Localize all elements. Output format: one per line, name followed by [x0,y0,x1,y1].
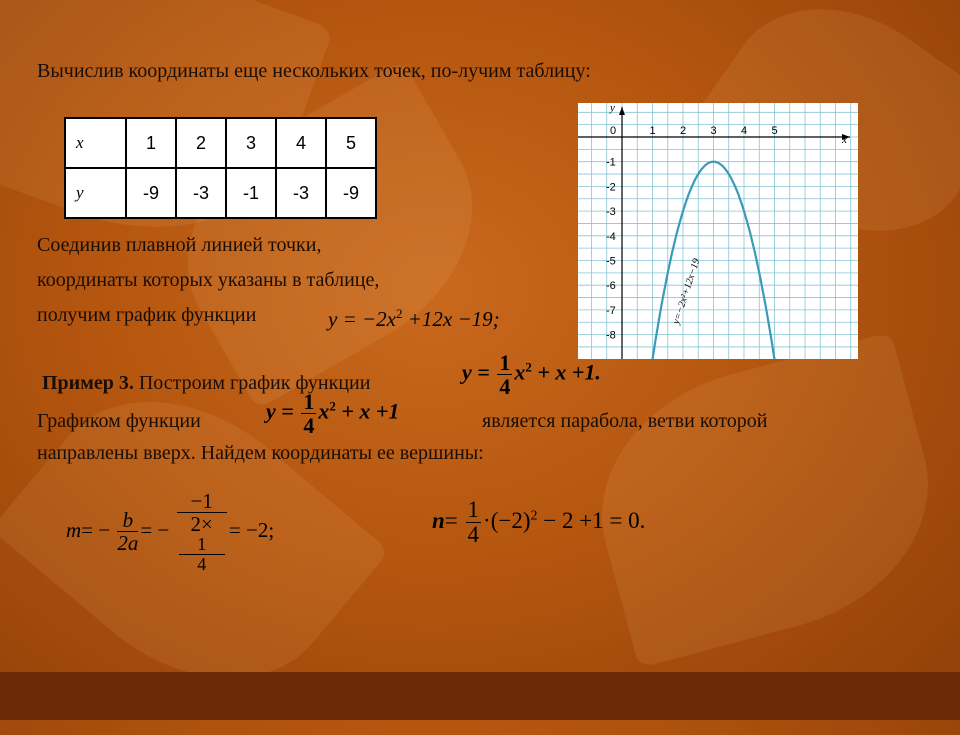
values-table [64,117,377,219]
parabola-graph [578,103,858,359]
table-cell: -1 [226,168,276,218]
formula-part: +12x −19 [402,307,493,331]
example-line-2-end: является парабола, ветви которой [482,410,768,432]
function-formula-3 [266,390,399,437]
formula-part: ·(−2) [483,507,531,533]
table-cell: 1 [126,118,176,168]
y-axis-label: y [610,103,615,114]
x-axis-label: x [842,134,847,146]
formula-exponent: 2 [530,508,538,524]
formula-part: y = −2x [328,307,396,331]
x-tick-label: 1 [649,125,656,137]
fraction-denominator: 4 [303,413,315,439]
formula-fraction [117,509,138,554]
x-tick-label: 3 [710,125,717,137]
example-line-3: направлены вверх. Найдем координаты ее вершины: [37,442,484,464]
table-cell: 3 [226,118,276,168]
footer-bar [0,672,960,720]
y-tick-label: -2 [606,181,616,194]
fraction-denominator: 2a [117,531,139,556]
formula-exponent: 2 [525,359,532,375]
example-line-2-start: Графиком функции [37,410,201,432]
paragraph-line: получим график функции [37,304,257,326]
formula-fraction [466,498,482,547]
table-row [65,118,376,168]
formula-fraction [301,390,316,437]
table-cell: 4 [276,118,326,168]
graph-svg [578,103,858,359]
fraction-numerator: −1 [177,490,227,513]
formula-part: y = [266,398,294,424]
y-tick-label: -6 [606,280,616,293]
x-label: x [65,118,126,168]
vertex-n-formula [432,498,645,547]
y-tick-label: -8 [606,329,616,342]
y-tick-label: -5 [606,255,616,268]
table-cell: -9 [126,168,176,218]
formula-part: + x +1 [341,398,400,424]
y-tick-label: -7 [606,304,616,317]
vertex-m-formula [66,490,274,574]
fraction-denominator [177,513,227,574]
fraction-numerator: 1 [467,497,480,522]
formula-part: m [66,517,82,542]
formula-exponent: 2 [329,398,336,414]
formula-part: = −2; [228,517,275,542]
table-cell: 5 [326,118,376,168]
fraction-numerator: b [117,509,138,532]
fraction-numerator: 1 [303,389,315,414]
fraction-numerator: 1 [499,350,511,375]
table-cell: -3 [176,168,226,218]
function-formula-1 [328,306,500,332]
formula-fraction [179,535,225,574]
formula-exponent: 2 [395,306,403,321]
table-cell: -3 [276,168,326,218]
formula-part: x [318,398,330,424]
example-text: Построим график функции [133,372,371,394]
table-cell: 2 [176,118,226,168]
y-tick-label: -1 [606,156,616,169]
formula-punct: . [595,359,601,385]
formula-part: = − [140,517,170,542]
example-title: Пример 3. [42,372,134,394]
formula-part: 2× [190,512,213,537]
formula-punct: ; [492,307,500,331]
formula-part: x [514,359,526,385]
y-label: y [65,168,126,218]
x-tick-label: 5 [771,125,778,137]
x-tick-label: 2 [680,125,687,137]
fraction-numerator: 1 [179,535,225,555]
formula-part: = − [81,517,111,542]
formula-part: − 2 +1 = 0. [537,507,646,533]
x-tick-label: 0 [610,125,617,137]
function-formula-2 [462,351,601,398]
formula-part: y = [462,359,490,385]
y-tick-label: -4 [606,230,616,243]
formula-fraction [497,351,512,398]
table-cell: -9 [326,168,376,218]
table-row [65,168,376,218]
paragraph-line: Соединив плавной линией точки, [37,234,322,256]
paragraph-line: координаты которых указаны в таблице, [37,269,380,291]
x-tick-label: 4 [741,125,748,137]
fraction-denominator: 4 [499,374,511,400]
intro-text: Вычислив координаты еще нескольких точек, по-лучим таблицу: [37,60,591,82]
fraction-denominator: 4 [467,522,480,548]
fraction-denominator: 4 [197,553,207,574]
y-tick-label: -3 [606,206,616,219]
formula-fraction [177,490,227,574]
y-axis-arrow [619,107,625,115]
formula-part: + x +1 [537,359,596,385]
curve-label: y=−2x²+12x−19 [670,257,703,326]
formula-part: n [432,507,445,533]
formula-part: = [444,507,458,533]
